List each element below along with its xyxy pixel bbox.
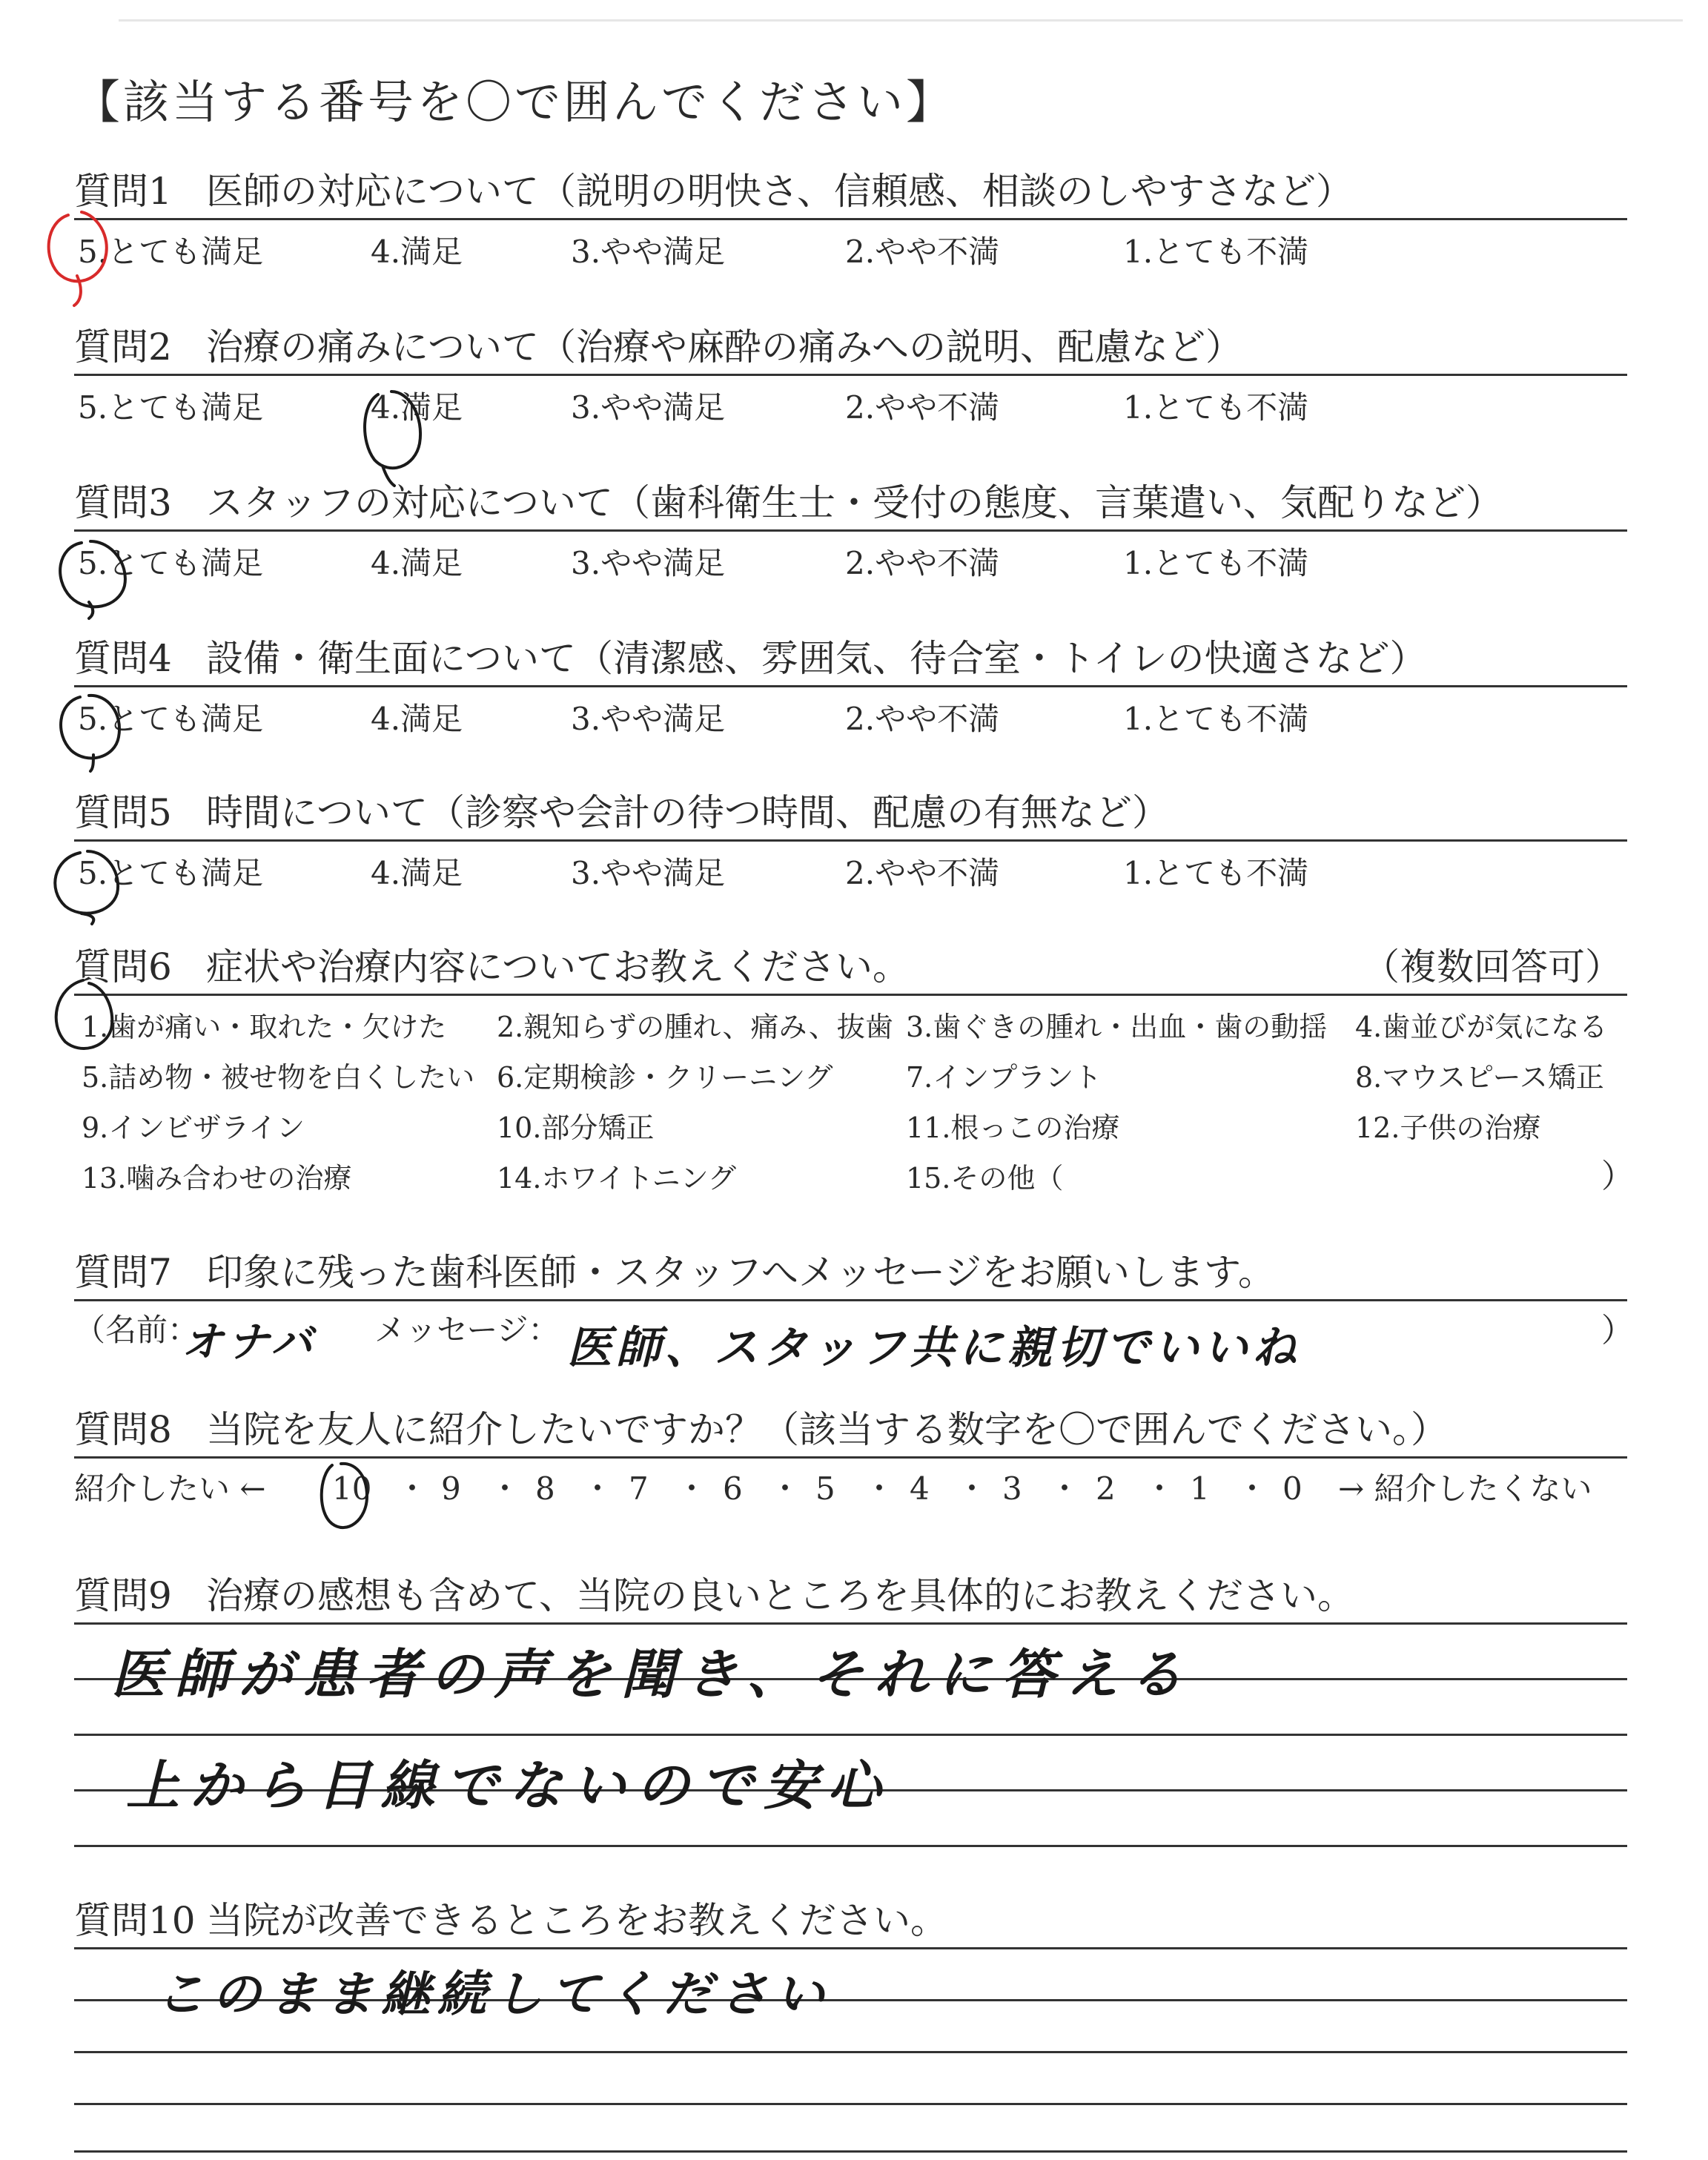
- q6-item-2[interactable]: 2.親知らずの腫れ、痛み、抜歯: [497, 1011, 893, 1043]
- q2-option-5[interactable]: 5.とても満足: [78, 389, 264, 426]
- q10-rule: [74, 1947, 1627, 1949]
- q5-option-5[interactable]: 5.とても満足: [78, 855, 264, 891]
- q1-option-5[interactable]: 5.とても満足: [78, 234, 264, 270]
- q6-item-11[interactable]: 11.根っこの治療: [906, 1112, 1120, 1144]
- q5-option-2[interactable]: 2.やや不満: [845, 855, 1000, 891]
- question-2-title: [74, 323, 1242, 371]
- form-header: 【該当する番号を〇で囲んでください】: [74, 75, 956, 129]
- q8-separator: ・: [1144, 1470, 1176, 1507]
- question-number: 質問6: [74, 945, 172, 988]
- question-text: 設備・衛生面について（清潔感、雰囲気、待合室・トイレの快適さなど）: [206, 637, 1427, 680]
- question-text: 当院を友人に紹介したいですか？（該当する数字を〇で囲んでください。）: [206, 1408, 1448, 1451]
- question-4-rule: [74, 685, 1627, 687]
- q8-score-4[interactable]: 4: [910, 1470, 930, 1507]
- question-3-rule: [74, 529, 1627, 532]
- q3-option-2[interactable]: 2.やや不満: [845, 545, 1000, 581]
- q4-option-4[interactable]: 4.満足: [371, 701, 463, 737]
- question-5-rule: [74, 839, 1627, 842]
- q2-option-2[interactable]: 2.やや不満: [845, 389, 1000, 426]
- q6-item-15[interactable]: 15.その他（: [906, 1162, 1064, 1195]
- q8-separator: ・: [582, 1470, 614, 1507]
- q4-option-3[interactable]: 3.やや満足: [571, 701, 726, 737]
- question-7-title: [74, 1249, 1275, 1296]
- q2-option-1[interactable]: 1.とても不満: [1123, 389, 1309, 426]
- q6-item-3[interactable]: 3.歯ぐきの腫れ・出血・歯の動揺: [906, 1011, 1328, 1043]
- question-text: 治療の痛みについて（治療や麻酔の痛みへの説明、配慮など）: [206, 326, 1242, 369]
- question-1-rule: [74, 218, 1627, 220]
- q8-separator: ・: [769, 1470, 801, 1507]
- question-8-rule: [74, 1456, 1627, 1459]
- q8-score-0[interactable]: 0: [1282, 1470, 1302, 1507]
- q6-item-1[interactable]: 1.歯が痛い・取れた・欠けた: [82, 1011, 447, 1043]
- question-text: 時間について（診察や会計の待つ時間、配慮の有無など）: [206, 791, 1169, 834]
- q9-answer-rule: [74, 1734, 1627, 1736]
- q6-other-close-paren: ）: [1601, 1157, 1634, 1195]
- q6-item-13[interactable]: 13.噛み合わせの治療: [82, 1162, 352, 1195]
- question-6-title: [74, 943, 910, 991]
- q5-option-1[interactable]: 1.とても不満: [1123, 855, 1309, 891]
- q7-name-label: （名前：: [74, 1312, 199, 1348]
- q10-answer-line-1[interactable]: このまま継続してください: [156, 1966, 832, 2023]
- question-number: 質問5: [74, 791, 172, 834]
- q8-score-1[interactable]: 1: [1190, 1470, 1210, 1507]
- question-text: 症状や治療内容についてお教えください。: [206, 945, 910, 988]
- question-text: 治療の感想も含めて、当院の良いところを具体的にお教えください。: [206, 1574, 1354, 1617]
- q7-close-paren: ）: [1601, 1312, 1634, 1350]
- q6-item-7[interactable]: 7.インプラント: [906, 1061, 1102, 1094]
- q1-option-4[interactable]: 4.満足: [371, 234, 463, 270]
- q9-answer-rule: [74, 1845, 1627, 1847]
- q8-separator: ・: [489, 1470, 521, 1507]
- q8-left-label: 紹介したい ←: [74, 1470, 266, 1507]
- q6-item-4[interactable]: 4.歯並びが気になる: [1355, 1011, 1608, 1043]
- question-number: 質問8: [74, 1408, 172, 1451]
- question-6-note: （複数回答可）: [1363, 945, 1622, 988]
- q8-score-2[interactable]: 2: [1096, 1470, 1116, 1507]
- question-6-rule: [74, 994, 1627, 996]
- q3-option-1[interactable]: 1.とても不満: [1123, 545, 1309, 581]
- question-text: スタッフの対応について（歯科衛生士・受付の態度、言葉遣い、気配りなど）: [206, 481, 1503, 524]
- q6-item-6[interactable]: 6.定期検診・クリーニング: [497, 1061, 833, 1094]
- q8-right-label: → 紹介したくない: [1338, 1470, 1592, 1507]
- q6-item-12[interactable]: 12.子供の治療: [1355, 1112, 1541, 1144]
- q8-score-3[interactable]: 3: [1002, 1470, 1022, 1507]
- q2-option-3[interactable]: 3.やや満足: [571, 389, 726, 426]
- q1-option-1[interactable]: 1.とても不満: [1123, 234, 1309, 270]
- q3-option-4[interactable]: 4.満足: [371, 545, 463, 581]
- q8-separator: ・: [864, 1470, 896, 1507]
- q7-message-handwritten[interactable]: 医師、スタッフ共に親切でいいね: [567, 1322, 1301, 1374]
- q8-score-9[interactable]: 9: [441, 1470, 461, 1507]
- q5-option-3[interactable]: 3.やや満足: [571, 855, 726, 891]
- q8-separator: ・: [956, 1470, 988, 1507]
- q6-item-10[interactable]: 10.部分矯正: [497, 1112, 655, 1144]
- question-number: 質問3: [74, 481, 172, 524]
- q6-item-8[interactable]: 8.マウスピース矯正: [1355, 1061, 1604, 1094]
- q8-score-7[interactable]: 7: [629, 1470, 649, 1507]
- q7-name-handwritten[interactable]: オナバ: [182, 1318, 317, 1367]
- q9-answer-line-1[interactable]: 医師が患者の声を聞き、それに答える: [111, 1643, 1194, 1705]
- q6-item-5[interactable]: 5.詰め物・被せ物を白くしたい: [82, 1061, 475, 1094]
- q9-rule: [74, 1622, 1627, 1625]
- q1-option-3[interactable]: 3.やや満足: [571, 234, 726, 270]
- question-number: 質問7: [74, 1251, 172, 1294]
- question-1-title: [74, 168, 1353, 215]
- top-rule: [119, 19, 1683, 22]
- q8-separator: ・: [676, 1470, 708, 1507]
- q8-score-10[interactable]: 10: [332, 1470, 372, 1507]
- question-text: 印象に残った歯科医師・スタッフへメッセージをお願いします。: [206, 1251, 1275, 1294]
- q6-item-14[interactable]: 14.ホワイトニング: [497, 1162, 737, 1195]
- question-number: 質問9: [74, 1574, 172, 1617]
- question-4-title: [74, 635, 1427, 682]
- question-text: 医師の対応について（説明の明快さ、信頼感、相談のしやすさなど）: [206, 170, 1353, 213]
- q6-item-9[interactable]: 9.インビザライン: [82, 1112, 305, 1144]
- question-5-title: [74, 789, 1169, 836]
- q4-option-5[interactable]: 5.とても満足: [78, 701, 264, 737]
- q10-answer-rule: [74, 2051, 1627, 2053]
- q10-answer-rule: [74, 2150, 1627, 2153]
- question-8-title: [74, 1406, 1448, 1453]
- q5-option-4[interactable]: 4.満足: [371, 855, 463, 891]
- q3-option-5[interactable]: 5.とても満足: [78, 545, 264, 581]
- q8-separator: ・: [1237, 1470, 1268, 1507]
- q8-score-5[interactable]: 5: [815, 1470, 835, 1507]
- q4-option-1[interactable]: 1.とても不満: [1123, 701, 1309, 737]
- question-2-rule: [74, 374, 1627, 376]
- question-number: 質問4: [74, 637, 172, 680]
- q1-option-2[interactable]: 2.やや不満: [845, 234, 1000, 270]
- question-7-rule: [74, 1299, 1627, 1301]
- question-number: 質問1: [74, 170, 172, 213]
- question-number: 質問2: [74, 326, 172, 369]
- q8-separator: ・: [1049, 1470, 1081, 1507]
- question-number: 質問10: [74, 1899, 196, 1942]
- question-10-title: [74, 1897, 947, 1944]
- question-3-title: [74, 479, 1503, 526]
- q4-option-2[interactable]: 2.やや不満: [845, 701, 1000, 737]
- q2-option-4[interactable]: 4.満足: [371, 389, 463, 426]
- q8-score-6[interactable]: 6: [723, 1470, 743, 1507]
- q8-separator: ・: [397, 1470, 428, 1507]
- q10-answer-rule: [74, 2103, 1627, 2105]
- q7-message-label: メッセージ：: [374, 1312, 560, 1348]
- question-text: 当院が改善できるところをお教えください。: [206, 1899, 947, 1942]
- q3-option-3[interactable]: 3.やや満足: [571, 545, 726, 581]
- q9-answer-line-2[interactable]: 上から目線でないので安心: [126, 1754, 892, 1817]
- question-9-title: [74, 1572, 1354, 1619]
- q8-score-8[interactable]: 8: [535, 1470, 555, 1507]
